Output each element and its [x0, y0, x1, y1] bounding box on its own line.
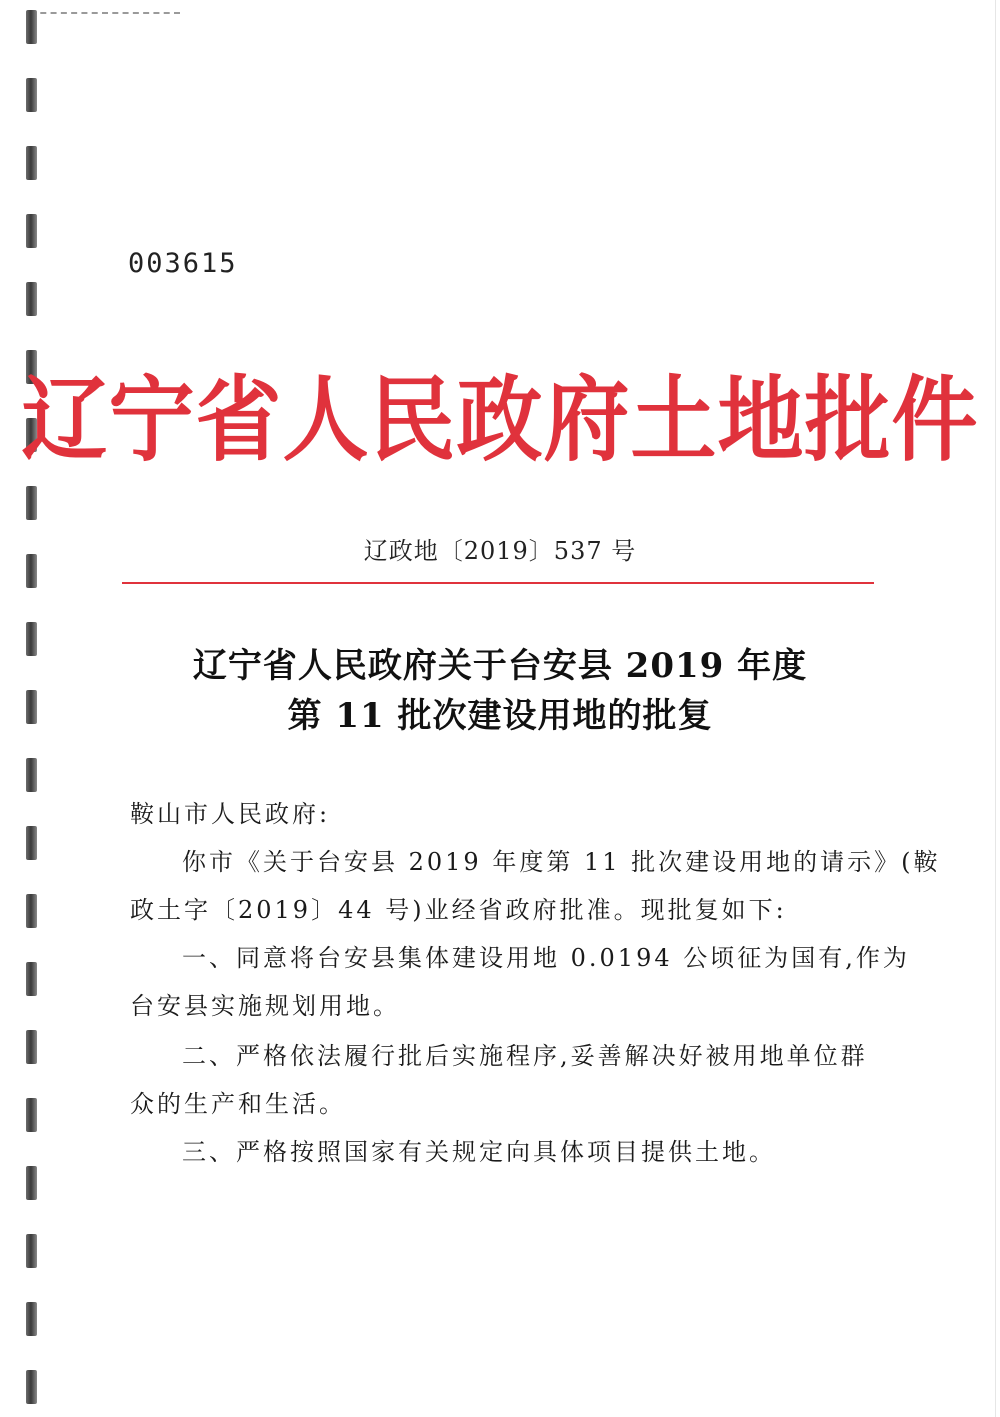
binding-hole [26, 10, 37, 44]
body-paragraph-line: 台安县实施规划用地。 [130, 992, 400, 1020]
binding-hole [26, 1370, 37, 1404]
binding-hole [26, 214, 37, 248]
body-paragraph-line: 三、严格按照国家有关规定向具体项目提供土地。 [182, 1138, 776, 1166]
binding-hole [26, 282, 37, 316]
body-paragraph-line: 二、严格依法履行批后实施程序,妥善解决好被用地单位群 [182, 1042, 868, 1070]
serial-number: 003615 [128, 248, 238, 279]
body-paragraph-line: 众的生产和生活。 [130, 1090, 346, 1118]
binding-hole [26, 1030, 37, 1064]
binding-hole [26, 758, 37, 792]
binding-hole [26, 1098, 37, 1132]
document-title-line-1: 辽宁省人民政府关于台安县 2019 年度 [192, 646, 808, 686]
document-masthead: 辽宁省人民政府土地批件 [21, 366, 979, 475]
binding-hole [26, 962, 37, 996]
red-divider-rule [122, 582, 874, 584]
body-paragraph-line: 你市《关于台安县 2019 年度第 11 批次建设用地的请示》(鞍 [182, 848, 941, 876]
scan-artifact-line [30, 12, 180, 14]
document-title-line-2: 第 11 批次建设用地的批复 [287, 696, 713, 736]
binding-hole [26, 78, 37, 112]
binding-hole [26, 826, 37, 860]
body-paragraph-line: 政土字〔2019〕44 号)业经省政府批准。现批复如下: [130, 896, 787, 924]
document-number: 辽政地〔2019〕537 号 [363, 537, 637, 565]
binding-hole [26, 1234, 37, 1268]
body-paragraph-line: 一、同意将台安县集体建设用地 0.0194 公顷征为国有,作为 [182, 944, 910, 972]
binding-hole [26, 1302, 37, 1336]
binding-hole [26, 146, 37, 180]
binding-hole [26, 486, 37, 520]
addressee: 鞍山市人民政府: [130, 800, 331, 828]
binding-hole [26, 1166, 37, 1200]
binding-hole [26, 894, 37, 928]
